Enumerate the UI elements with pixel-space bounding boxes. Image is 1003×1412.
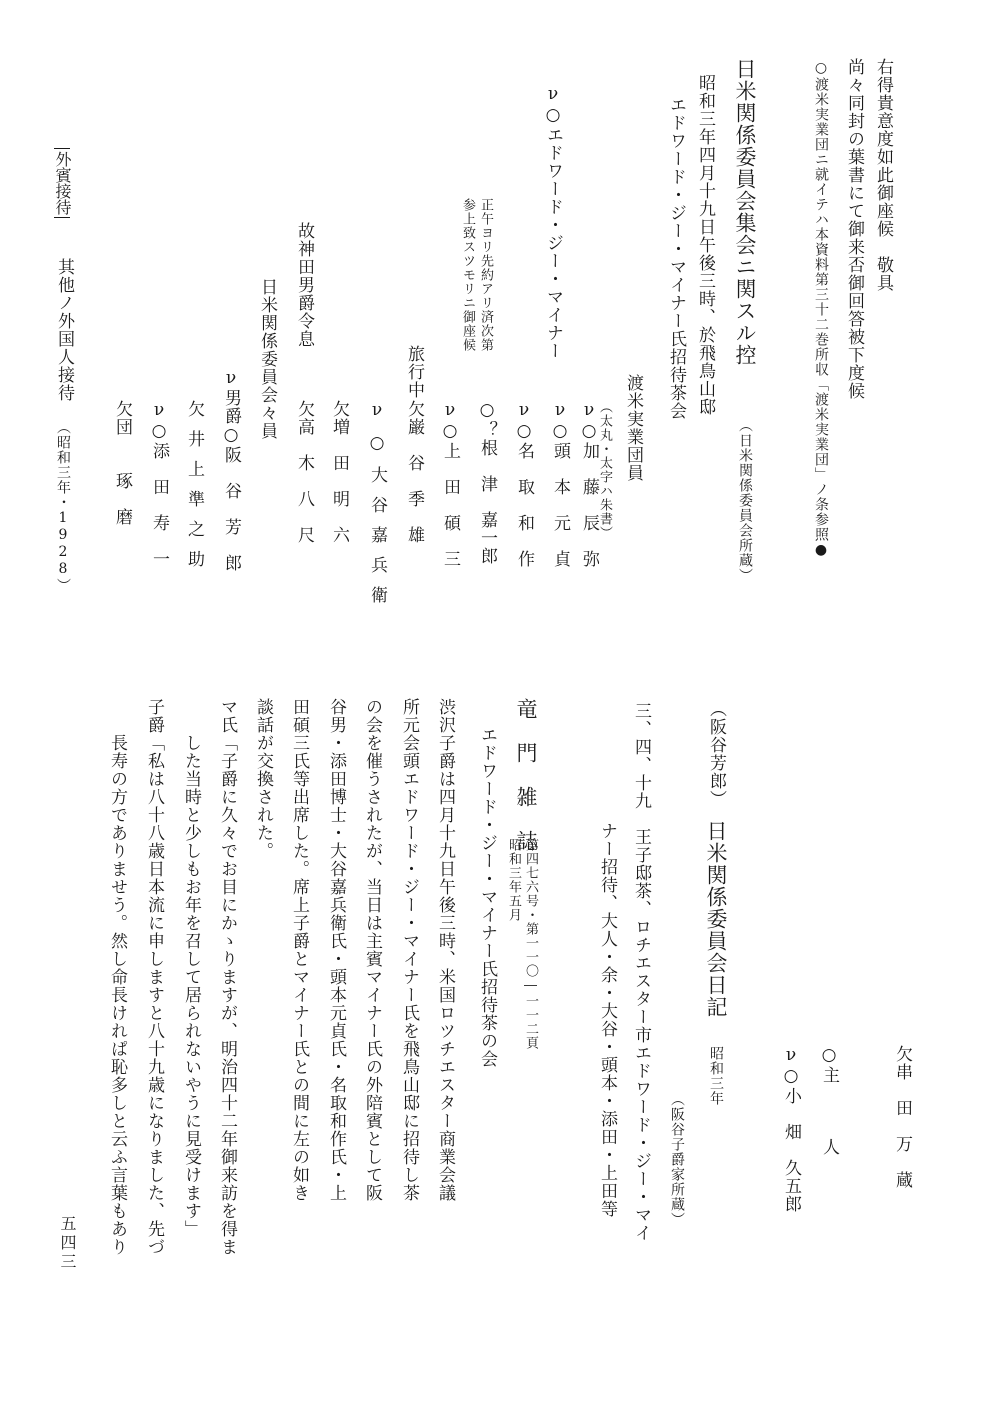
attendee-entry: ν○添 田 寿 一 — [149, 400, 169, 568]
source-heading: 日米関係委員会集会ニ関スル控 — [733, 58, 757, 366]
attendee-annotation: 旅行中 — [404, 345, 424, 399]
article-line: 渋沢子爵は四月十九日午後三時、米国ロツチエスター商業会議 — [435, 698, 455, 1202]
diary-entry-line: 三、四、十九 王子邸茶、ロチエスター市エドワード・ジー・マイ — [631, 702, 651, 1242]
attendee-entry: ν○小 畑 久五郎 — [781, 1045, 801, 1213]
attendee-entry: 欠団 琢 磨 — [112, 400, 132, 526]
postscript-line: 尚々同封の葉書にて御来否御回答被下度候 — [844, 58, 864, 400]
attendee-entry: ν○上 田 碩 三 — [440, 400, 460, 568]
page-number: 五四三 — [58, 1215, 77, 1272]
group-heading: 日米関係委員会々員 — [257, 278, 277, 440]
editor-note: ○渡米実業団ニ就イテハ本資料第三十二巻所収「渡米実業団」ノ条参照● — [813, 60, 829, 559]
closing-line: 右得貴意度如此御座候 敬具 — [873, 58, 893, 292]
diary-entry-line: ナー招待、大人・余・大谷・頭本・添田・上田等 — [597, 822, 617, 1218]
diary-source: （阪谷子爵家所蔵） — [669, 1092, 685, 1227]
attendee-entry: ν○大谷嘉兵衛 — [367, 400, 387, 616]
magazine-heading: 竜 門 雑 誌 — [514, 698, 538, 852]
attendee-annotation: 正午ヨリ先約アリ済次第 — [478, 198, 493, 352]
article-line: 谷男・添田博士・大谷嘉兵衛氏・頭本元貞氏・名取和作氏・上 — [326, 698, 346, 1202]
event-title-line: エドワード・ジー・マイナー氏招待茶会 — [666, 96, 686, 420]
attendee-annotation: 故神田男爵令息 — [294, 222, 314, 348]
attendee-entry: ν○名 取 和 作 — [514, 400, 534, 568]
guest-of-honor-entry: ν○エドワード・ジー・マイナー — [543, 84, 563, 360]
article-line: 田碩三氏等出席した。席上子爵とマイナー氏との間に左の如き — [289, 698, 309, 1202]
dialogue-line: 長寿の方でありませう。然し命長けれぱ恥多しと云ふ言葉もあり — [107, 734, 127, 1256]
article-line: の会を催うされたが、当日は主賓マイナー氏の外陪賓として阪 — [362, 698, 382, 1202]
group-heading: 渡米実業団員 — [623, 374, 643, 482]
attendee-entry: 欠井上準之助 — [184, 400, 204, 580]
attendee-entry: 欠増 田 明 六 — [329, 400, 349, 544]
event-date-line: 昭和三年四月十九日午後三時、於飛鳥山邸 — [695, 74, 715, 416]
section-tab: 外賓接待 — [54, 148, 70, 218]
attendee-entry: ν○加 藤 辰 弥 — [579, 400, 599, 568]
source-holder: （日米関係委員会所蔵） — [737, 418, 753, 583]
attendee-entry: ○主 人 — [819, 1045, 839, 1156]
diary-dateline: 昭和三年 — [708, 1046, 724, 1106]
attendee-entry: ν○頭 本 元 貞 — [550, 400, 570, 568]
attendee-entry: ν男爵○阪 谷 芳 郎 — [221, 368, 241, 572]
attendee-annotation: 参上致スツモリニ御座候 — [460, 198, 475, 352]
group-heading-note: （太丸・太字ハ朱書） — [597, 400, 612, 540]
diary-author: （阪谷芳郎） — [706, 700, 726, 808]
article-line: 談話が交換された。 — [253, 698, 273, 860]
article-line: 所元会頭エドワード・ジー・マイナー氏を飛鳥山邸に招待し茶 — [399, 698, 419, 1202]
magazine-date: 昭和三年五月 — [506, 838, 521, 922]
attendee-entry: 欠高 木 八 尺 — [294, 400, 314, 544]
dialogue-line: マ氏「子爵に久々でお目にかゝりますが、明治四十二年御来訪を得ま — [217, 698, 237, 1256]
dialogue-line: 子爵「私は八十八歳日本流に申しますと八十九歳になりました、先づ — [144, 698, 164, 1256]
article-title: エドワード・ジー・マイナー氏招待茶の会 — [477, 726, 497, 1068]
magazine-issue: 第四七六号・第一一〇―一一二頁 — [523, 838, 538, 1050]
diary-heading: 日米関係委員会日記 — [704, 820, 728, 1018]
section-era: （昭和三年・1928） — [55, 420, 71, 593]
attendee-entry: 欠串 田 万 蔵 — [892, 1045, 912, 1189]
attendee-entry: ○？根 津 嘉一郎 — [477, 400, 497, 565]
attendee-entry: 欠巌 谷 季 雄 — [404, 400, 424, 544]
section-title: 其他ノ外国人接待 — [54, 258, 74, 402]
dialogue-line: した当時と少しもお年を召して居られないやうに見受けます」 — [181, 734, 201, 1238]
